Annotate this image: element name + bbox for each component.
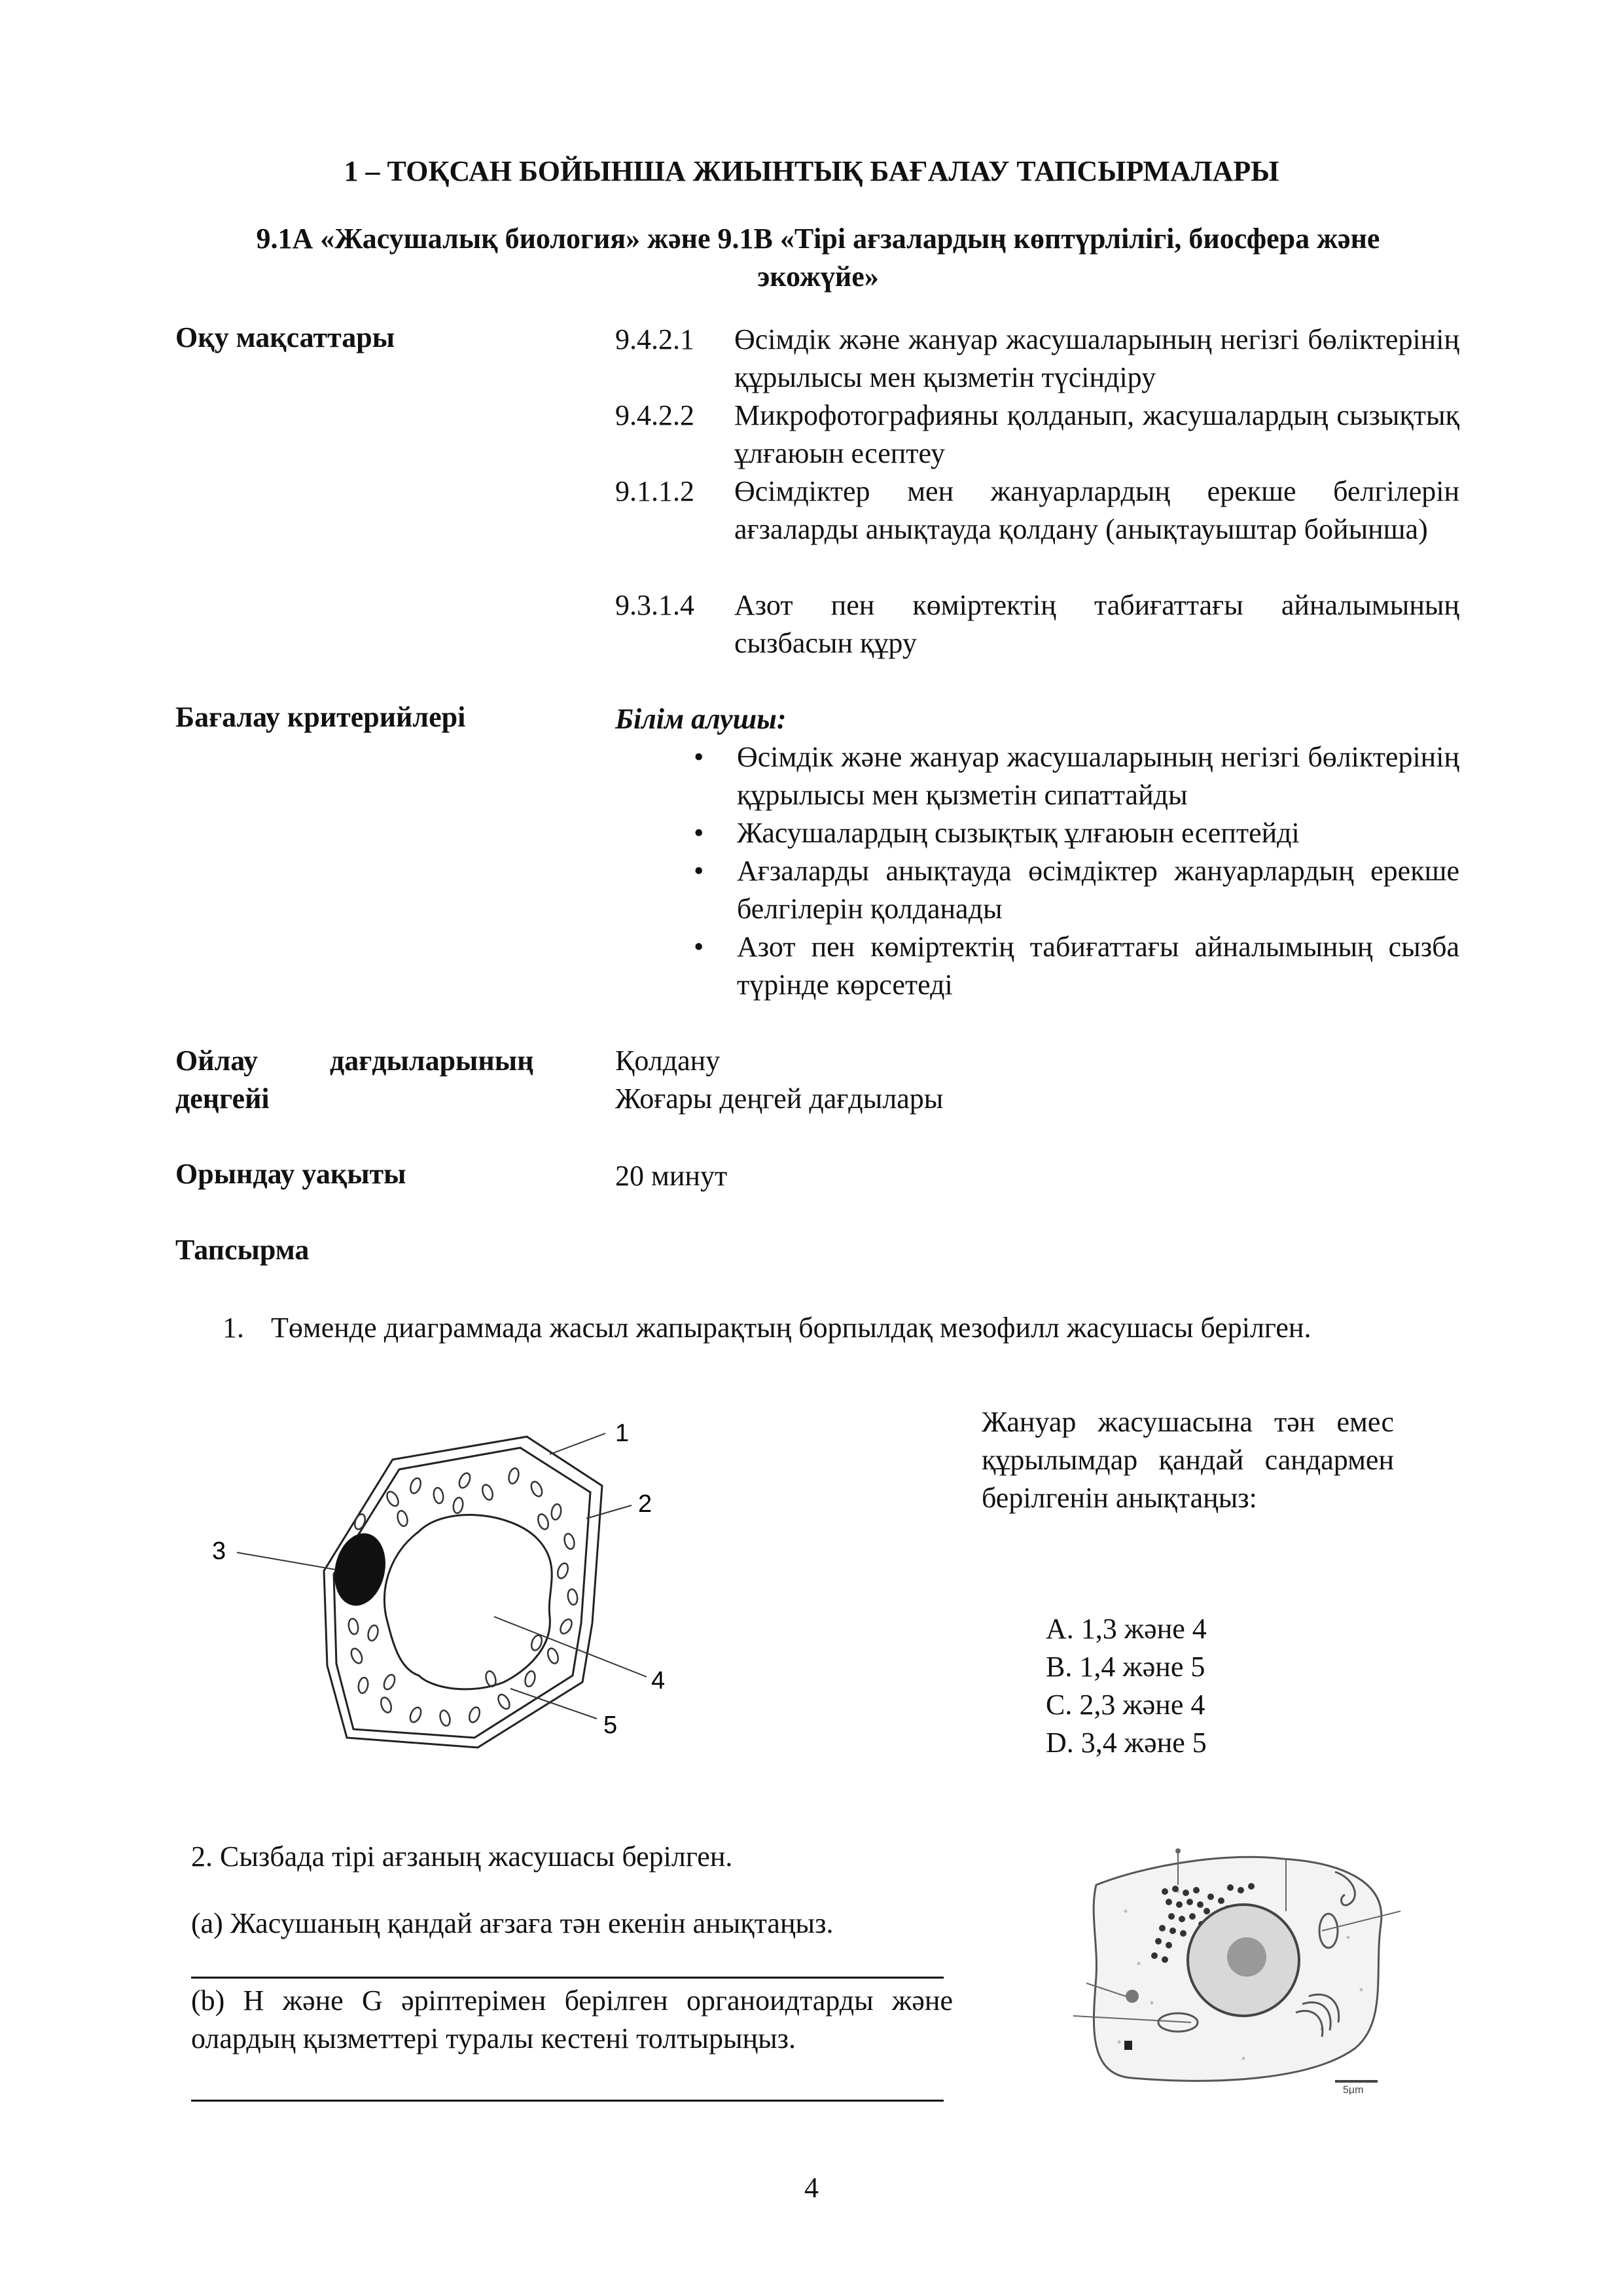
time-value: 20 минут <box>615 1160 728 1192</box>
objective-item-3 <box>615 473 1459 548</box>
vesicle <box>1124 2041 1132 2050</box>
q1-text: Төменде диаграммада жасыл жапырақтың борпылдақ мезофилл жасушасы берілген. <box>271 1312 1311 1344</box>
subtitle-line-2: экожүйе» <box>757 260 879 293</box>
page-subtitle <box>170 220 1466 296</box>
objective-item-4 <box>615 586 1459 662</box>
thinking-label-line-1: Ойлау дағдыларының <box>175 1045 534 1077</box>
scale-label: 5μm <box>1343 2085 1364 2094</box>
q1-number: 1. <box>223 1312 244 1344</box>
animal-cell-diagram <box>1047 1833 1414 2094</box>
chloroplasts <box>348 1467 579 1727</box>
criteria-label: Бағалау критерийлері <box>175 701 466 733</box>
vesicle <box>1126 1990 1139 2003</box>
nucleus <box>328 1528 392 1610</box>
diagram-label-5: 5 <box>603 1712 618 1739</box>
subtitle-line-1: 9.1А «Жасушалық биология» және 9.1В «Тірі ағзалардың көптүрлілігі, биосфера және <box>256 223 1380 255</box>
q2-part-a: (a) Жасушаның қандай ағзаға тән екенін анықтаңыз. <box>191 1907 834 1939</box>
objective-text: Өсімдік және жануар жасушаларының негізгі бөліктерінің құрылысы мен қызметін түсіндіру <box>734 323 1459 393</box>
diagram-label-2: 2 <box>638 1490 652 1518</box>
objective-code: 9.1.1.2 <box>615 475 694 507</box>
plant-cell-diagram <box>196 1407 720 1774</box>
criteria-item: • Азот пен көміртектің табиғаттағы айналымының сызба түрінде көрсетеді <box>694 928 1459 1004</box>
q2-part-b: (b) Н және G әріптерімен берілген органоидтарды және олардың қызметтері туралы кестені толтырыңыз. <box>191 1984 953 2054</box>
q1-options <box>1046 1610 1207 1762</box>
objective-item-1 <box>615 321 1459 397</box>
q1-prompt: Жануар жасушасына тән емес құрылымдар қандай сандармен берілгенін анықтаңыз: <box>982 1406 1394 1514</box>
task-label: Тапсырма <box>175 1234 310 1266</box>
criteria-item: • Ағзаларды анықтауда өсімдіктер жануарлардың ерекше белгілерін қолданады <box>694 852 1459 928</box>
criteria-item: • Жасушалардың сызықтық ұлғаюын есептейді <box>694 814 1459 852</box>
q1-option-a[interactable]: A. 1,3 және 4 <box>1046 1613 1207 1645</box>
q2-intro: 2. Сызбада тірі ағзаның жасушасы берілген. <box>191 1840 733 1873</box>
bullet-icon: • <box>694 931 704 963</box>
objective-item-2 <box>615 397 1459 473</box>
bullet-icon: • <box>694 817 704 849</box>
criteria-item: • Өсімдік және жануар жасушаларының негізгі бөліктерінің құрылысы мен қызметін сипаттайды <box>694 738 1459 814</box>
q1-option-c[interactable]: C. 2,3 және 4 <box>1046 1689 1205 1721</box>
bullet-icon: • <box>694 855 704 887</box>
criteria-intro: Білім алушы: <box>615 703 787 735</box>
thinking-value-line-1: Қолдану <box>615 1045 721 1077</box>
objective-code: 9.3.1.4 <box>615 589 694 621</box>
objective-text: Өсімдіктер мен жануарлардың ерекше белгілерін ағзаларды анықтауда қолдану (анықтауыштар бойынша) <box>734 475 1459 545</box>
bullet-icon: • <box>694 741 704 773</box>
vacuole <box>384 1515 552 1689</box>
answer-line-b[interactable] <box>191 2100 944 2102</box>
objective-code: 9.4.2.1 <box>615 323 694 355</box>
diagram-label-4: 4 <box>651 1667 666 1695</box>
answer-line-a[interactable] <box>191 1977 944 1979</box>
objective-text: Азот пен көміртектің табиғаттағы айналымының сызбасын құру <box>734 589 1459 659</box>
thinking-value <box>615 1042 943 1118</box>
objective-code: 9.4.2.2 <box>615 399 694 431</box>
page-title: 1 – ТОҚСАН БОЙЫНША ЖИЫНТЫҚ БАҒАЛАУ ТАПСЫРМАЛАРЫ <box>344 155 1279 187</box>
q1-option-b[interactable]: B. 1,4 және 5 <box>1046 1651 1205 1683</box>
criteria-list <box>694 738 1459 1004</box>
objective-text: Микрофотографияны қолданып, жасушалардың сызықтық ұлғаюын есептеу <box>734 399 1459 469</box>
diagram-label-1: 1 <box>615 1420 630 1447</box>
q1-option-d[interactable]: D. 3,4 және 5 <box>1046 1727 1207 1759</box>
thinking-label <box>175 1042 581 1118</box>
page-number: 4 <box>804 2172 819 2204</box>
nucleolus <box>1227 1937 1266 1977</box>
thinking-label-line-2: деңгейі <box>175 1083 270 1115</box>
thinking-value-line-2: Жоғары деңгей дағдылары <box>615 1083 944 1115</box>
objectives-label: Оқу мақсаттары <box>175 321 395 353</box>
diagram-label-3: 3 <box>212 1537 226 1565</box>
time-label: Орындау уақыты <box>175 1158 406 1190</box>
